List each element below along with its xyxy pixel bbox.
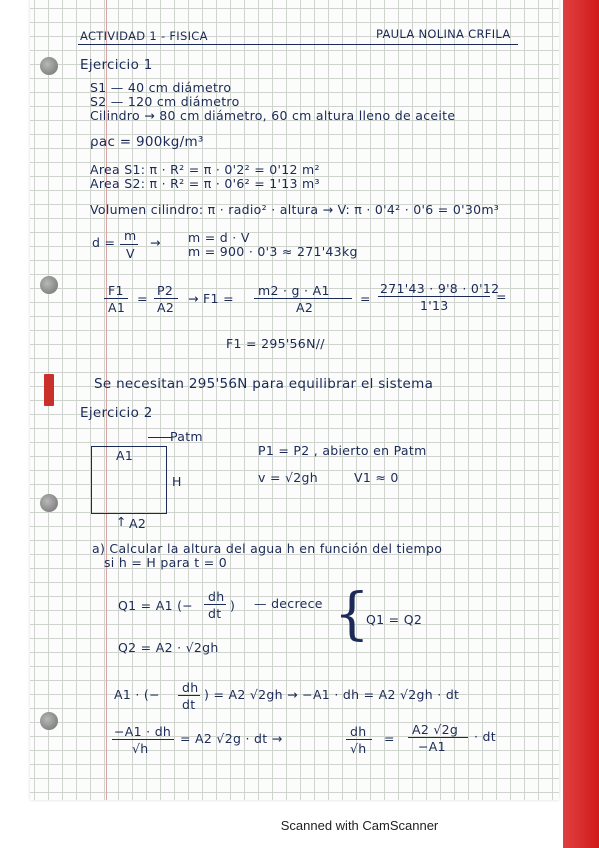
fraction-line xyxy=(378,296,490,297)
ex2-eq1-num: dh xyxy=(182,680,199,695)
ex1-p2: P2 xyxy=(157,283,174,298)
ex1-mass-1: m = d · V xyxy=(188,230,250,245)
ex2-eq1-right: ) = A2 √2gh → −A1 · dh = A2 √2gh · dt xyxy=(204,687,460,702)
ex2-pressure: P1 = P2 , abierto en Patm xyxy=(258,443,427,458)
header-name: PAULA NOLINA CRFILA xyxy=(376,27,511,41)
ex2-q1-left: Q1 = A1 (− xyxy=(118,598,194,613)
patm-arrow xyxy=(148,437,172,438)
fraction-line xyxy=(254,298,352,299)
ex1-result: F1 = 295'56N// xyxy=(226,336,325,351)
punch-hole xyxy=(40,712,58,730)
ex2-title: Ejercicio 2 xyxy=(80,405,153,421)
ex2-eq2-den2: √h xyxy=(350,741,367,756)
ex1-density: ρac = 900kg/m³ xyxy=(90,134,204,150)
ex1-s1: S1 — 40 cm diámetro xyxy=(90,80,232,95)
ex2-q1-right: ) xyxy=(230,598,236,613)
arrow-text: → xyxy=(150,235,161,250)
fraction-line xyxy=(112,739,174,740)
ex2-q-equal: Q1 = Q2 xyxy=(366,612,423,627)
punch-hole xyxy=(40,57,58,75)
ex2-eq2-den3: −A1 xyxy=(418,739,446,754)
ex1-d-den: V xyxy=(126,246,135,261)
ex1-arrow-f1: → F1 = xyxy=(188,291,234,306)
fraction-line xyxy=(120,244,138,245)
header-title: ACTIVIDAD 1 - FISICA xyxy=(80,29,208,43)
ex1-mid-num: m2 · g · A1 xyxy=(258,283,330,298)
fraction-line xyxy=(104,298,128,299)
ex1-mid-den: A2 xyxy=(296,300,314,315)
ex1-eq: = xyxy=(137,291,148,306)
ex1-a2: A2 xyxy=(157,300,175,315)
punch-hole xyxy=(40,276,58,294)
ex2-q1-num: dh xyxy=(208,589,225,604)
footer-text: Scanned with CamScanner xyxy=(280,818,439,833)
outlet-arrow: ↑ xyxy=(116,514,127,529)
header-underline xyxy=(78,44,518,45)
fraction-line xyxy=(346,739,372,740)
sheet-tab xyxy=(44,374,54,406)
ex2-part-a-line2: si h = H para t = 0 xyxy=(104,555,228,570)
ex2-q2: Q2 = A2 · √2gh xyxy=(118,640,219,655)
ex1-d-num: m xyxy=(124,228,137,243)
binder-red-edge xyxy=(563,0,599,848)
ex2-eq2-den1: √h xyxy=(132,741,149,756)
brace: { xyxy=(334,582,370,647)
ex2-decrece: — decrece xyxy=(254,596,323,611)
ex2-a2: A2 xyxy=(129,516,147,531)
ex2-q1-den: dt xyxy=(208,606,222,621)
ex1-right-num: 271'43 · 9'8 · 0'12 xyxy=(380,281,500,296)
ex2-eq2-num3: A2 √2g xyxy=(412,722,459,737)
ex2-part-a-line1: a) Calcular la altura del agua h en función del tiempo xyxy=(92,541,443,556)
ex2-eq2-num2: dh xyxy=(350,724,367,739)
ex1-eq3: = xyxy=(496,289,507,304)
ex1-conclusion: Se necesitan 295'56N para equilibrar el sistema xyxy=(94,376,434,392)
ex1-mass-2: m = 900 · 0'3 ≈ 271'43kg xyxy=(188,244,358,259)
ex2-eq2-end: · dt xyxy=(474,729,496,744)
fraction-line xyxy=(204,604,226,605)
ex1-s2: S2 — 120 cm diámetro xyxy=(90,94,240,109)
ex1-area-s2: Area S2: π · R² = π · 0'6² = 1'13 m³ xyxy=(90,176,320,191)
ex1-d-label: d = xyxy=(92,235,116,250)
fraction-line xyxy=(178,695,200,696)
fraction-line xyxy=(408,737,468,738)
ex1-volume: Volumen cilindro: π · radio² · altura → V: π · 0'4² · 0'6 = 0'30m³ xyxy=(90,202,500,217)
ex1-right-den: 1'13 xyxy=(420,298,449,313)
ex1-cylinder: Cilindro → 80 cm diámetro, 60 cm altura lleno de aceite xyxy=(90,108,456,123)
ex2-a1: A1 xyxy=(116,448,134,463)
fraction-line xyxy=(154,298,178,299)
ex1-f1: F1 xyxy=(108,283,124,298)
scanner-watermark xyxy=(0,818,599,833)
ex2-eq2-eq: = xyxy=(384,731,395,746)
ex2-v1: V1 ≈ 0 xyxy=(354,470,399,485)
ex2-h: H xyxy=(172,474,182,489)
ex2-eq2-mid: = A2 √2g · dt → xyxy=(180,731,283,746)
ex2-eq1-den: dt xyxy=(182,697,196,712)
ex2-velocity: v = √2gh xyxy=(258,470,318,485)
ex2-eq1-left: A1 · (− xyxy=(114,687,160,702)
ex2-patm: Patm xyxy=(170,429,203,444)
ex1-title: Ejercicio 1 xyxy=(80,57,153,73)
ex1-a1: A1 xyxy=(108,300,126,315)
ex1-area-s1: Area S1: π · R² = π · 0'2² = 0'12 m² xyxy=(90,162,320,177)
ex1-eq2: = xyxy=(360,291,371,306)
ex2-eq2-num1: −A1 · dh xyxy=(114,724,172,739)
punch-hole xyxy=(40,494,58,512)
